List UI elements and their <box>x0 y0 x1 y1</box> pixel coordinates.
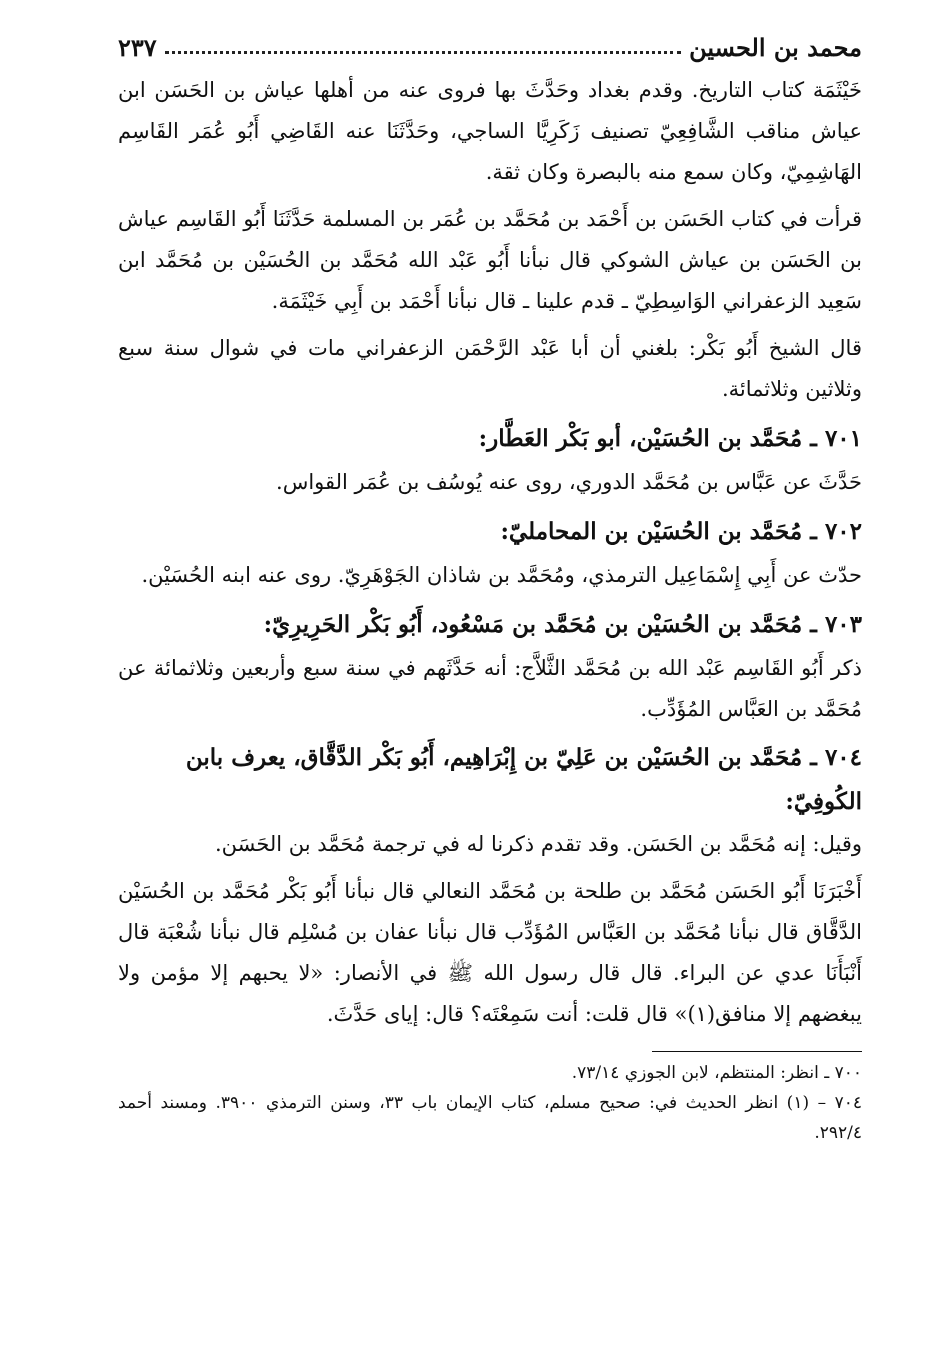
entry-text-703: ذكر أَبُو القَاسِم عَبْد الله بن مُحَمَّد الثَّلاَّج: أنه حَدَّثَهم في سنة سبع وأربعين وثلاثمائة عن مُحَمَّد بن العَبَّاس المُؤَدِّب. <box>118 656 862 721</box>
page-body <box>118 70 862 1035</box>
footnote-separator <box>652 1051 862 1052</box>
book-page <box>118 28 862 1338</box>
paragraph-death-note: قال الشيخ أَبُو بَكْر: بلغني أن أبا عَبْد الرَّحْمَن الزعفراني مات في شوال سنة سبع وثلاثين وثلاثمائة. <box>118 336 862 401</box>
footnote-700: ٧٠٠ ـ انظر: المنتظم، لابن الجوزي ٧٣/١٤. <box>571 1063 862 1083</box>
page-header <box>118 28 862 60</box>
entry-text-702: حدّث عن أَبِي إِسْمَاعِيل الترمذي، ومُحَمَّد بن شاذان الجَوْهَرِيّ. روى عنه ابنه الحُسَيْن. <box>141 563 862 587</box>
running-title: محمد بن الحسين <box>689 33 862 62</box>
page-number: ٢٣٧ <box>118 33 157 62</box>
header-dot-leader <box>165 41 681 54</box>
entry-heading-701: ٧٠١ ـ مُحَمَّد بن الحُسَيْن، أبو بَكْر العَطَّار: <box>478 425 862 452</box>
entry-text-704-a: وقيل: إنه مُحَمَّد بن الحَسَن. وقد تقدم ذكرنا له في ترجمة مُحَمَّد بن الحَسَن. <box>214 832 862 856</box>
entry-heading-702: ٧٠٢ ـ مُحَمَّد بن الحُسَيْن بن المحامليّ: <box>500 518 862 545</box>
entry-heading-704: ٧٠٤ ـ مُحَمَّد بن الحُسَيْن بن عَلِيّ بن إِبْرَاهِيم، أَبُو بَكْر الدَّقَّاق، يعرف بابن الكُوفِيّ: <box>185 744 862 815</box>
footnotes <box>118 1058 862 1148</box>
paragraph-isnad: قرأت في كتاب الحَسَن بن أَحْمَد بن مُحَمَّد بن عُمَر بن المسلمة حَدَّثَنَا أَبُو القَاسِم عياش بن الحَسَن بن عياش الشوكي قال نبأنا أَبُو عَبْد الله مُحَمَّد بن الحُسَيْن بن مُحَمَّد ابن سَعِيد الزعفراني الوَاسِطِيّ ـ قدم علينا ـ قال نبأنا أَحْمَد بن أَبِي خَيْثَمَة. <box>118 207 862 313</box>
entry-heading-703: ٧٠٣ ـ مُحَمَّد بن الحُسَيْن بن مُحَمَّد بن مَسْعُود، أَبُو بَكْر الحَرِيرِيّ: <box>263 611 862 638</box>
footnote-704: ٧٠٤ – (١) انظر الحديث في: صحيح مسلم، كتاب الإيمان باب ٣٣، وسنن الترمذي ٣٩٠٠. ومسند أحمد ٢٩٢/٤. <box>118 1093 862 1143</box>
paragraph-continued: خَيْثَمَة كتاب التاريخ. وقدم بغداد وحَدَّثَ بها فروى عنه من أهلها عياش بن الحَسَن ابن عياش مناقب الشَّافِعِيّ تصنيف زَكَرِيَّا الساجي، وحَدَّثَنَا عنه القَاضِي أَبُو عُمَر القَاسِم الهَاشِمِيّ، وكان سمع منه بالبصرة وكان ثقة. <box>118 78 862 184</box>
entry-text-701: حَدَّثَ عن عَبَّاس بن مُحَمَّد الدوري، روى عنه يُوسُف بن عُمَر القواس. <box>276 470 862 494</box>
entry-text-704-b: أَخْبَرَنَا أَبُو الحَسَن مُحَمَّد بن طلحة بن مُحَمَّد النعالي قال نبأنا أَبُو بَكْر مُحَمَّد بن الحُسَيْن الدَّقَّاق قال نبأنا مُحَمَّد بن العَبَّاس المُؤَدِّب قال نبأنا عفان بن مُسْلِم قال نبأنا شُعْبَة قال أَنْبَأَنَا عدي عن البراء. قال قال رسول الله ﷺ في الأنصار: «لا يحبهم إلا مؤمن ولا يبغضهم إلا منافق(١)» قال قلت: أنت سَمِعْتَه؟ قال: إياى حَدَّثَ. <box>118 879 862 1026</box>
